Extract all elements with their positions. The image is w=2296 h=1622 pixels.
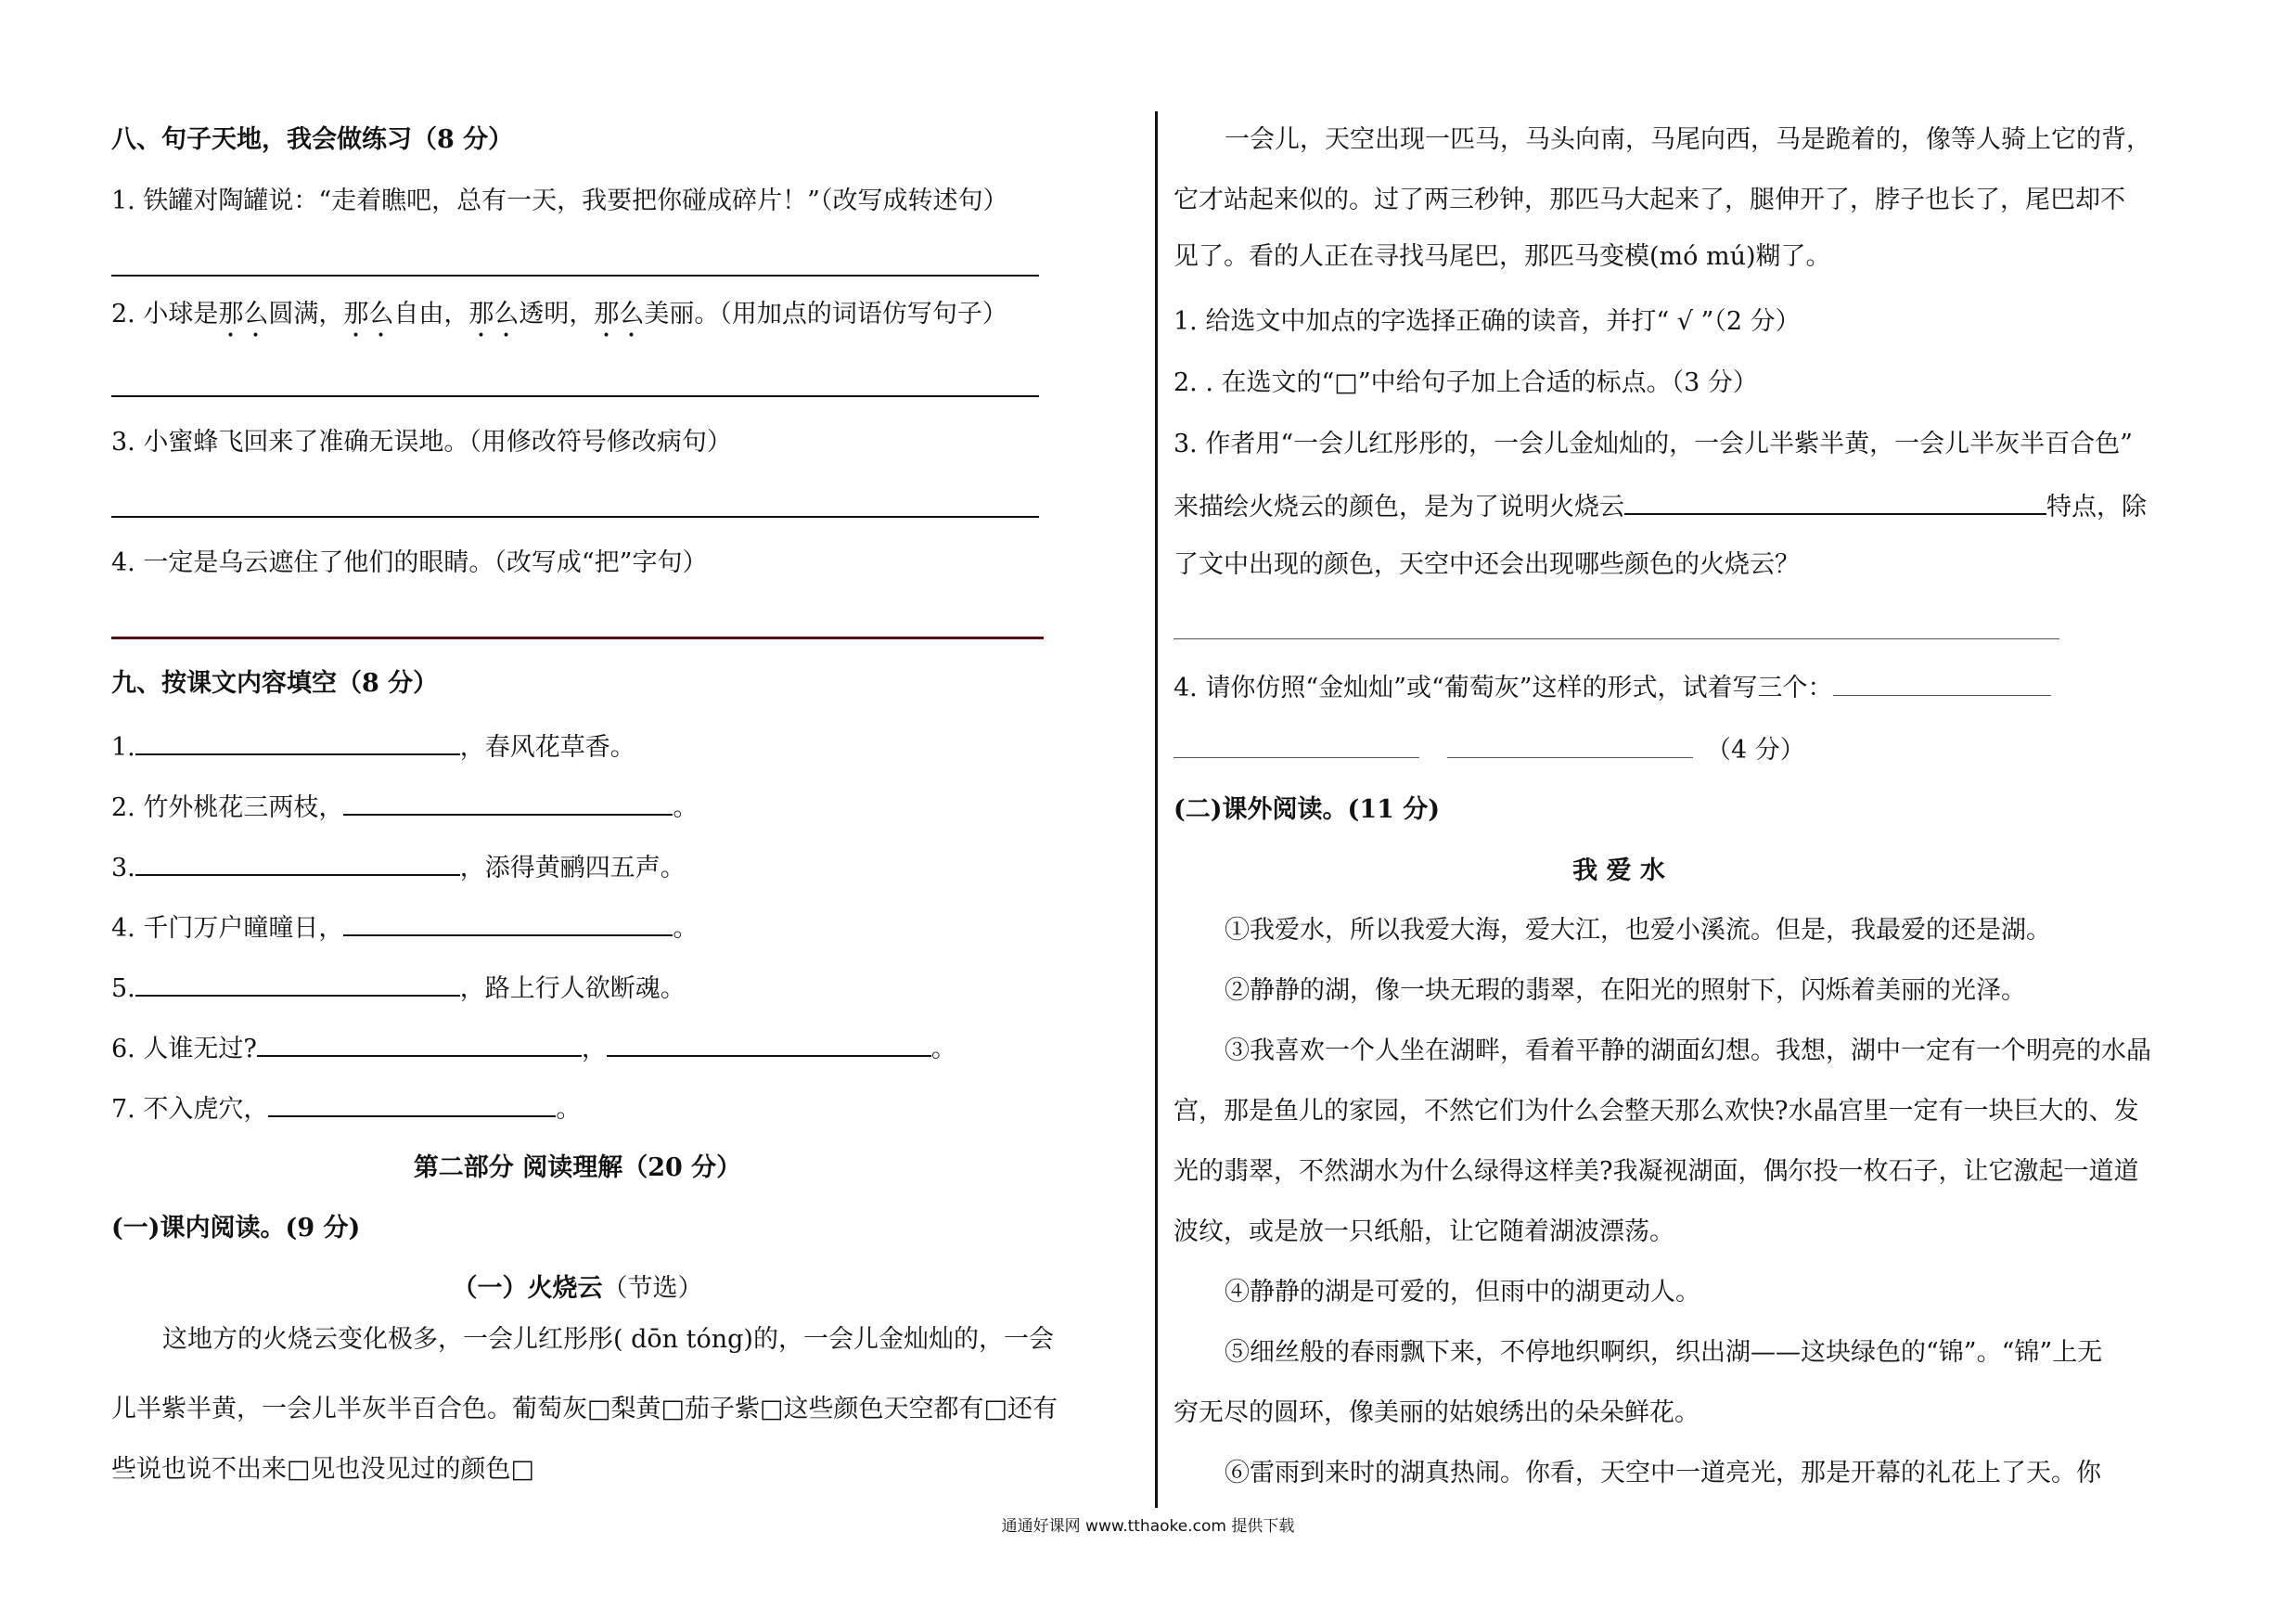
q2-text-d: 透明， (519, 300, 595, 328)
fill-blank-7[interactable] (268, 1091, 556, 1117)
essay-line-6: 波纹，或是放一只纸船，让它随着湖波漂荡。 (1174, 1217, 1674, 1246)
section-9-heading: 九、按课文内容填空（8 分） (111, 669, 439, 698)
right-question-4-line-2 (1174, 733, 1805, 766)
right-question-3-line-1: 3. 作者用“一会儿红彤彤的，一会儿金灿灿的，一会儿半紫半黄，一会儿半灰半百合色” (1174, 430, 2133, 458)
right-passage-line-1: 一会儿，天空出现一匹马，马头向南，马尾向西，马是跪着的，像等人骑上它的背， (1225, 125, 2151, 154)
fill-item-3 (111, 850, 686, 884)
right-question-1: 1. 给选文中加点的字选择正确的读音，并打“ √ ”（2 分） (1174, 307, 1801, 336)
fill-blank-1[interactable] (135, 729, 460, 755)
fill-item-3-prefix: 3. (111, 854, 135, 882)
fill-blank-6a[interactable] (257, 1031, 582, 1057)
fill-item-7-suffix: 。 (556, 1095, 582, 1124)
s8-question-4: 4. 一定是乌云遮住了他们的眼睛。（改写成“把”字句） (111, 548, 708, 577)
fill-item-2-suffix: 。 (673, 793, 699, 822)
q2-dotted-word-1: 那么 (218, 300, 269, 328)
fill-item-4-prefix: 4. 千门万户曈曈日， (111, 914, 344, 943)
passage-title (111, 1273, 1044, 1305)
passage-line-2: 儿半紫半黄，一会儿半灰半百合色。葡萄灰□梨黄□茄子紫□这些颜色天空都有□还有 (111, 1395, 1058, 1423)
fill-item-5 (111, 971, 686, 1005)
passage-title-note: （节选） (602, 1274, 703, 1303)
q4-text: 4. 请你仿照“金灿灿”或“葡萄灰”这样的形式，试着写三个： (1174, 674, 1833, 702)
right-question-2: 2. . 在选文的“□”中给句子加上合适的标点。（3 分） (1174, 368, 1758, 397)
q3-answer-line[interactable] (1174, 638, 2059, 639)
q2-text-b: 圆满， (268, 300, 344, 328)
reading-1-heading: (一)课内阅读。(9 分) (111, 1214, 361, 1242)
q2-dotted-word-2: 那么 (343, 300, 394, 328)
fill-item-7-prefix: 7. 不入虎穴， (111, 1095, 269, 1124)
s8-question-1: 1. 铁罐对陶罐说：“走着瞧吧，总有一天，我要把你碰成碎片！”（改写成转述句） (111, 187, 1008, 215)
fill-item-4-suffix: 。 (673, 914, 699, 943)
fill-item-1 (111, 729, 635, 764)
essay-line-2: ②静静的湖，像一块无瑕的翡翠，在阳光的照射下，闪烁着美丽的光泽。 (1225, 976, 2026, 1005)
answer-line-3[interactable] (111, 516, 1039, 518)
q2-dotted-word-3: 那么 (468, 300, 519, 328)
s8-question-3: 3. 小蜜蜂飞回来了准确无误地。（用修改符号修改病句） (111, 428, 732, 457)
passage-title-main: （一）火烧云 (452, 1274, 603, 1303)
fill-blank-3[interactable] (135, 850, 460, 876)
fill-item-2 (111, 790, 698, 824)
right-question-4-line-1 (1174, 671, 2051, 704)
fill-item-6-prefix: 6. 人谁无过? (111, 1035, 257, 1063)
essay-title: 我 爱 水 (1572, 856, 1665, 885)
reading-2-heading: (二)课外阅读。(11 分) (1174, 795, 1441, 824)
essay-line-3: ③我喜欢一个人坐在湖畔，看着平静的湖面幻想。我想，湖中一定有一个明亮的水晶 (1225, 1036, 2151, 1065)
q4-score: （4 分） (1706, 736, 1805, 765)
answer-line-2[interactable] (111, 395, 1039, 397)
fill-blank-5[interactable] (135, 971, 460, 997)
right-question-3-line-2 (1174, 489, 2147, 523)
q2-dotted-word-4: 那么 (594, 300, 645, 328)
fill-item-1-suffix: ，春风花草香。 (459, 733, 635, 762)
fill-blank-2[interactable] (343, 790, 673, 816)
fill-item-6 (111, 1031, 956, 1065)
column-divider (1155, 111, 1158, 1508)
fill-blank-4[interactable] (343, 910, 673, 936)
essay-line-10: ⑥雷雨到来时的湖真热闹。你看，天空中一道亮光，那是开幕的礼花上了天。你 (1225, 1459, 2101, 1487)
essay-line-1: ①我爱水，所以我爱大海，爱大江，也爱小溪流。但是，我最爱的还是湖。 (1225, 916, 2051, 945)
section-8-heading: 八、句子天地，我会做练习（8 分） (111, 125, 514, 154)
fill-item-6-suffix: 。 (930, 1035, 956, 1063)
essay-line-5: 光的翡翠，不然湖水为什么绿得这样美?我凝视湖面，偶尔投一枚石子，让它激起一道道 (1174, 1157, 2139, 1186)
q2-text-c: 自由， (393, 300, 469, 328)
fill-blank-6b[interactable] (607, 1031, 931, 1057)
page-footer: 通通好课网 www.tthaoke.com 提供下载 (1001, 1517, 1295, 1536)
q4-blank-3[interactable] (1447, 733, 1693, 758)
part-2-heading: 第二部分 阅读理解（20 分） (413, 1153, 742, 1182)
fill-item-1-prefix: 1. (111, 733, 135, 762)
fill-item-7 (111, 1091, 581, 1126)
essay-line-4: 宫，那是鱼儿的家园，不然它们为什么会整天那么欢快?水晶宫里一定有一块巨大的、发 (1174, 1097, 2139, 1126)
right-question-3-line-3: 了文中出现的颜色，天空中还会出现哪些颜色的火烧云？ (1174, 550, 1800, 579)
s8-question-2 (111, 299, 1007, 343)
fill-item-5-suffix: ，路上行人欲断魂。 (459, 974, 686, 1003)
fill-item-6-mid: ， (581, 1035, 607, 1063)
right-passage-line-3: 见了。看的人正在寻找马尾巴，那匹马变模(mó mú)糊了。 (1174, 242, 1831, 271)
answer-line-1[interactable] (111, 275, 1039, 277)
q3-blank[interactable] (1624, 489, 2046, 515)
fill-item-5-prefix: 5. (111, 974, 135, 1003)
q2-text-a: 2. 小球是 (111, 300, 219, 328)
passage-line-1: 这地方的火烧云变化极多，一会儿红彤彤( dōn tóng)的，一会儿金灿灿的，一会 (162, 1325, 1054, 1354)
fill-item-2-prefix: 2. 竹外桃花三两枝， (111, 793, 344, 822)
answer-line-4[interactable] (111, 637, 1044, 639)
q2-text-e: 美丽。（用加点的词语仿写句子） (644, 300, 1007, 328)
passage-line-3: 些说也说不出来□见也没见过的颜色□ (111, 1455, 535, 1484)
essay-line-7: ④静静的湖是可爱的，但雨中的湖更动人。 (1225, 1278, 1700, 1307)
q4-blank-1[interactable] (1833, 671, 2051, 696)
right-passage-line-2: 它才站起来似的。过了两三秒钟，那匹马大起来了，腿伸开了，脖子也长了，尾巴却不 (1174, 186, 2125, 214)
essay-line-9: 穷无尽的圆环，像美丽的姑娘绣出的朵朵鲜花。 (1174, 1398, 1700, 1427)
essay-line-8: ⑤细丝般的春雨飘下来，不停地织啊织，织出湖——这块绿色的“锦”。“锦”上无 (1225, 1338, 2103, 1367)
fill-item-3-suffix: ，添得黄鹂四五声。 (459, 854, 686, 882)
q4-blank-2[interactable] (1174, 733, 1419, 758)
fill-item-4 (111, 910, 698, 945)
q3-text-a: 来描绘火烧云的颜色，是为了说明火烧云 (1174, 493, 1624, 521)
q3-text-b: 特点，除 (2046, 493, 2147, 521)
